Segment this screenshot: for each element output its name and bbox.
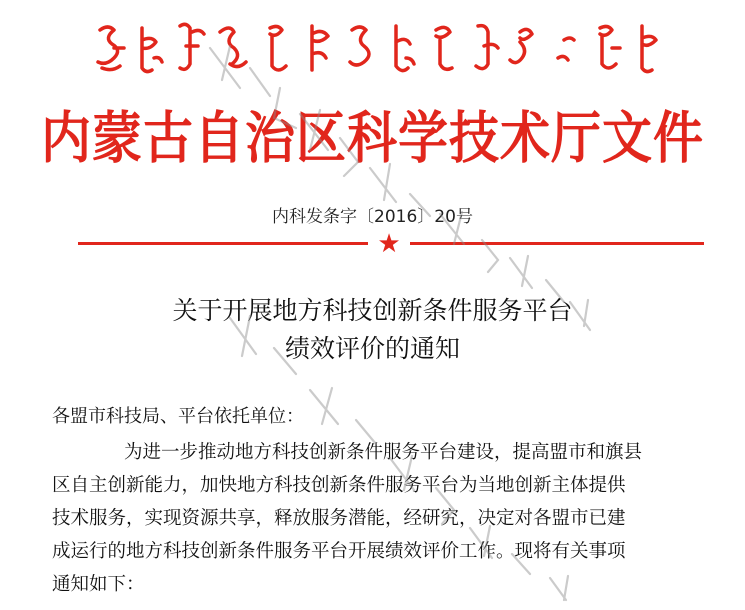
salutation: 各盟市科技局、平台依托单位：	[52, 406, 304, 427]
body-line: 通知如下：	[52, 574, 145, 595]
body-paragraph	[52, 436, 722, 601]
document-number: 内科发条字〔2016〕20号	[272, 207, 473, 227]
divider-line-left	[78, 242, 368, 245]
divider-line-right	[410, 242, 704, 245]
header-divider	[78, 229, 704, 259]
body-line: 成运行的地方科技创新条件服务平台开展绩效评价工作。现将有关事项	[52, 541, 626, 562]
notice-title	[0, 292, 745, 368]
document-header-title: 内蒙古自治区科学技术厅文件	[41, 104, 704, 171]
body-line: 区自主创新能力，加快地方科技创新条件服务平台为当地创新主体提供	[52, 475, 626, 496]
notice-title-line-2: 绩效评价的通知	[284, 334, 460, 363]
mongolian-script-header	[80, 18, 670, 80]
body-line: 为进一步推动地方科技创新条件服务平台建设，提高盟市和旗县	[124, 442, 643, 463]
notice-title-line-1: 关于开展地方科技创新条件服务平台	[172, 296, 573, 325]
body-line: 技术服务，实现资源共享，释放服务潜能，经研究，决定对各盟市已建	[52, 508, 626, 529]
star-icon: ★	[377, 229, 401, 259]
